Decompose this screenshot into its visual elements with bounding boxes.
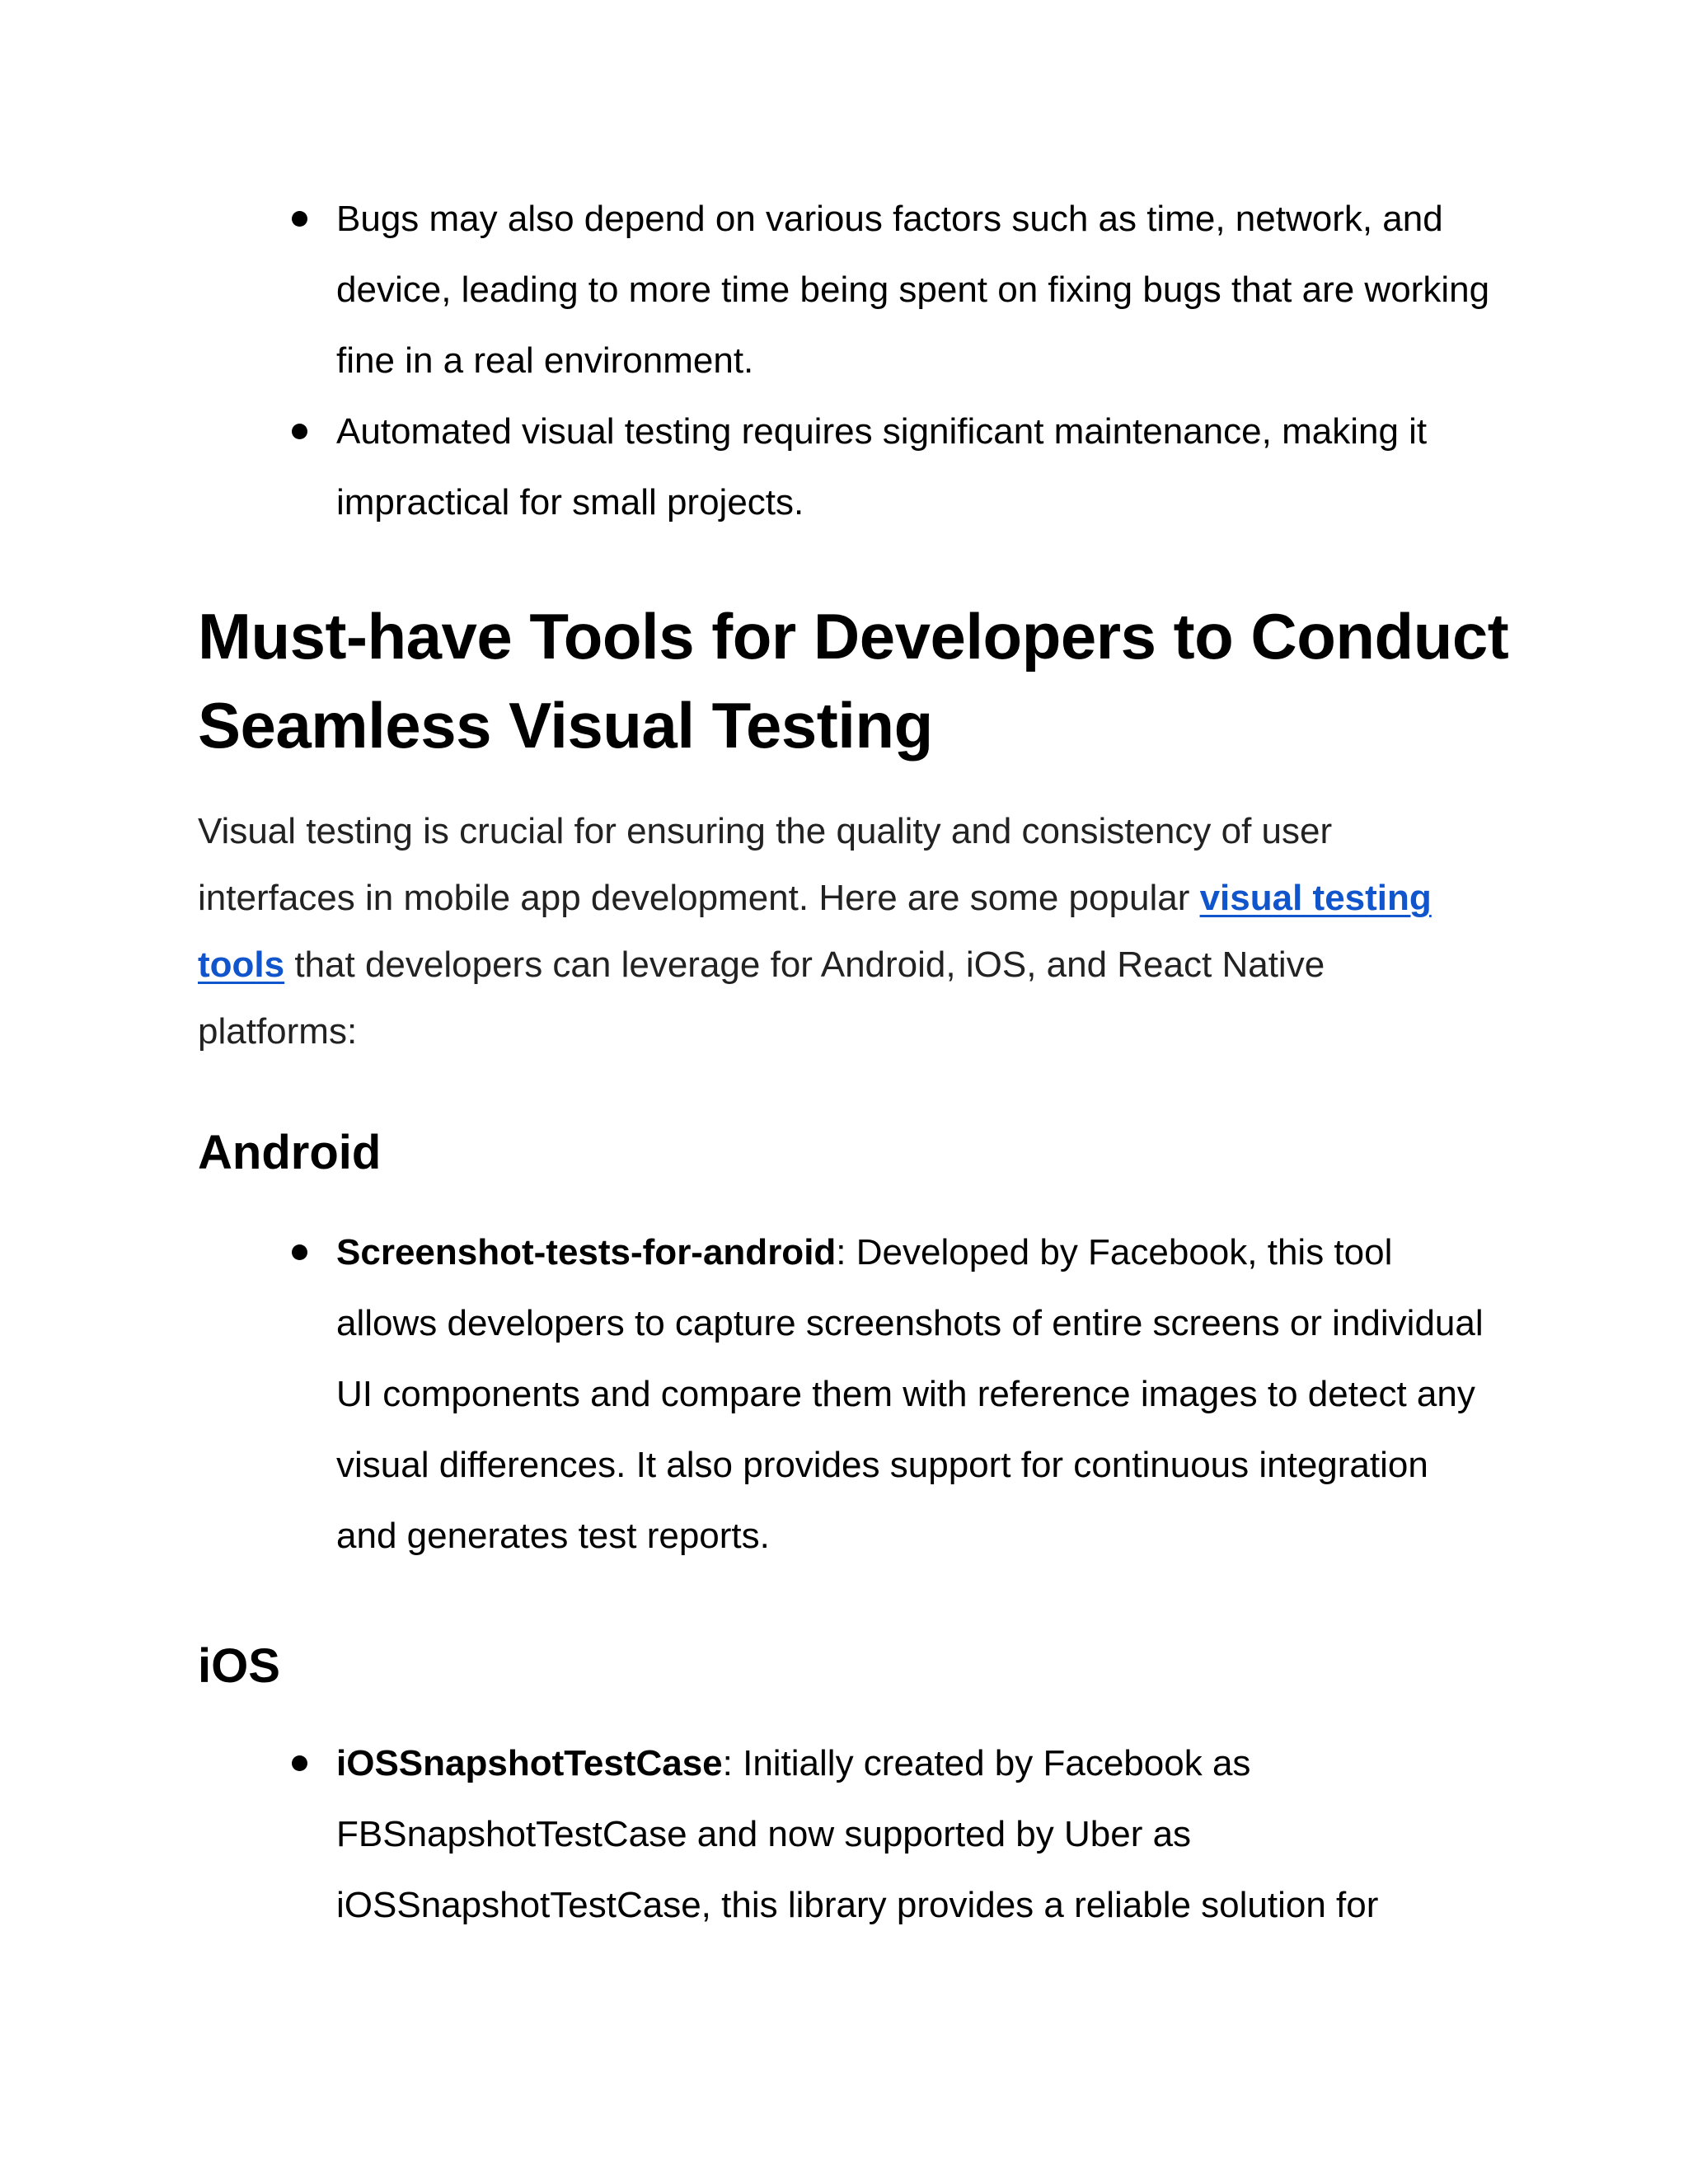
- bullet-list-drawbacks: [280, 184, 1492, 538]
- bullet-text: Bugs may also depend on various factors such as time, network, and device, leading to more time being spent on fixing bugs that are working fine in a real environment.: [336, 199, 1490, 381]
- intro-text-before: Visual testing is crucial for ensuring the quality and consistency of user interfaces in mobile app development. Here are some popular: [198, 811, 1333, 918]
- list-item: [280, 1728, 1492, 1941]
- bullet-icon: [292, 1244, 307, 1260]
- tool-name: iOSSnapshotTestCase: [336, 1743, 723, 1783]
- list-item: [280, 184, 1492, 396]
- list-item: [280, 396, 1492, 538]
- android-tools-list: [280, 1217, 1492, 1572]
- bullet-icon: [292, 211, 307, 227]
- android-heading: Android: [198, 1126, 382, 1179]
- bullet-icon: [292, 424, 307, 439]
- intro-text-after: that developers can leverage for Android, iOS, and React Native platforms:: [198, 944, 1325, 1052]
- list-item: [280, 1217, 1492, 1572]
- bullet-icon: [292, 1755, 307, 1771]
- visual-testing-tools-link[interactable]: visual testing tools: [198, 878, 1432, 985]
- tool-description: : Initially created by Facebook as FBSnapshotTestCase and now supported by Uber as iOSSnapshotTestCase, this library provides a reliable solution for: [336, 1743, 1379, 1925]
- bullet-text: Automated visual testing requires significant maintenance, making it impractical for small projects.: [336, 411, 1428, 523]
- section-heading: Must-have Tools for Developers to Conduct Seamless Visual Testing: [198, 600, 1509, 762]
- tool-description: : Developed by Facebook, this tool allows developers to capture screenshots of entire screens or individual UI components and compare them with reference images to detect any visual differences. It also provides support for continuous integration and generates test reports.: [336, 1232, 1484, 1556]
- intro-paragraph: [198, 798, 1484, 1065]
- ios-tools-list: [280, 1728, 1492, 1941]
- ios-heading: iOS: [198, 1639, 280, 1693]
- tool-name: Screenshot-tests-for-android: [336, 1232, 837, 1272]
